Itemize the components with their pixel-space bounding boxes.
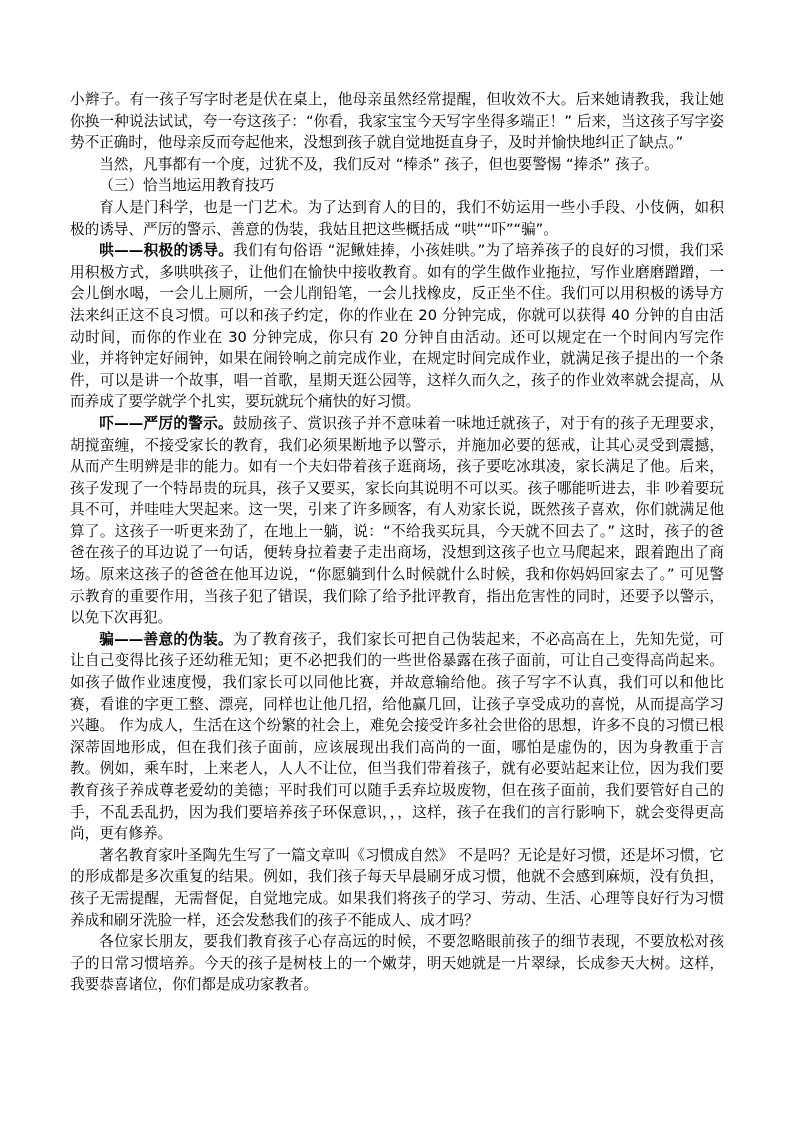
paragraph-text: 著名教育家叶圣陶先生写了一篇文章叫《习惯成自然》 不是吗？无论是好习惯，还是坏习惯，它的形成都是多次重复的结果。例如，我们孩子每天早晨刷牙成习惯，他就不会感到麻烦，没有负担，孩子无需提醒，无需督促，自觉地完成。如果我们将孩子的学习、劳动、生活、心理等良好行为习惯养成和刷牙洗脸一样，还会发愁我们的孩子不能成人、成才吗？ bbox=[70, 846, 724, 929]
paragraph-balance bbox=[70, 154, 724, 176]
paragraph-disguise bbox=[70, 629, 724, 845]
paragraph-coax bbox=[70, 240, 724, 413]
paragraph-continuation bbox=[70, 89, 724, 154]
paragraph-lead: 哄——积极的诱导。 bbox=[99, 242, 234, 260]
section-heading-text: （三）恰当地运用教育技巧 bbox=[99, 177, 275, 195]
paragraph-text: 各位家长朋友，要我们教育孩子心存高远的时候，不要忽略眼前孩子的细节表现，不要放松对孩子的日常习惯培养。今天的孩子是树枝上的一个嫩芽，明天她就是一片翠绿，长成参天大树。这样，我要恭喜诸位，你们都是成功家教者。 bbox=[70, 933, 724, 994]
section-heading bbox=[70, 175, 724, 197]
paragraph-habit bbox=[70, 845, 724, 931]
paragraph-closing bbox=[70, 931, 724, 996]
paragraph-text: 鼓励孩子、赏识孩子并不意味着一味地迁就孩子，对于有的孩子无理要求，胡搅蛮缠，不接受家长的教育，我们必须果断地予以警示，并施加必要的惩戒，让其心灵受到震撼，从而产生明辨是非的能力。如有一个夫妇带着孩子逛商场，孩子要吃冰琪凌，家长满足了他。后来，孩子发现了一个特昂贵的玩具，孩子又要买，家长向其说明不可以买。孩子哪能听进去，非 吵着要玩具不可，并哇哇大哭起来。这一哭，引来了许多顾客，有人劝家长说，既然孩子喜欢，你们就满足他算了。这孩子一听更来劲了，在地上一躺，说：“不给我买玩具，今天就不回去了。” 这时，孩子的爸爸在孩子的耳边说了一句话，便转身拉着妻子走出商场，没想到这孩子也立马爬起来，跟着跑出了商场。原来这孩子的爸爸在他耳边说，“你愿躺到什么时候就什么时候，我和你妈妈回家去了。” 可见警示教育的重要作用，当孩子犯了错误，我们除了给予批评教育，指出危害性的同时，还要予以警示，以免下次再犯。 bbox=[70, 414, 724, 627]
paragraph-warn bbox=[70, 413, 724, 629]
paragraph-text: 育人是门科学，也是一门艺术。为了达到育人的目的，我们不妨运用一些小手段、小伎俩，如积极的诱导、严厉的警示、善意的伪装，我姑且把这些概括成 “哄”“吓”“骗”。 bbox=[70, 198, 724, 238]
paragraph-lead: 吓——严厉的警示。 bbox=[99, 414, 233, 432]
paragraph-intro bbox=[70, 197, 724, 240]
paragraph-lead: 骗——善意的伪装。 bbox=[99, 630, 233, 648]
paragraph-text: 当然，凡事都有一个度，过犹不及，我们反对 “棒杀” 孩子，但也要警惕 “捧杀” 孩子。 bbox=[99, 155, 659, 173]
paragraph-text: 我们有句俗语 “泥鳅娃捧，小孩娃哄。”为了培养孩子的良好的习惯，我们采用积极方式，多哄哄孩子，让他们在愉快中接收教育。如有的学生做作业拖拉，写作业磨磨蹭蹭，一会儿倒水喝，一会儿上厕所，一会儿削铅笔，一会儿找橡皮，反正坐不住。我们可以用积极的诱导方法来纠正这不良习惯。可以和孩子约定，你的作业在 20 分钟完成，你就可以获得 40 分钟的自由活动时间，而你的作业在 30 分钟完成，你只有 20 分钟自由活动。还可以规定在一个时间内写完作业，并将钟定好闹钟，如果在闹铃响之前完成作业，在规定时间完成作业，就满足孩子提出的一个条件，可以是讲一个故事，唱一首歌，星期天逛公园等，这样久而久之，孩子的作业效率就会提高，从而养成了要学就学个扎实，要玩就玩个痛快的好习惯。 bbox=[70, 242, 724, 411]
paragraph-text: 为了教育孩子，我们家长可把自己伪装起来，不必高高在上，先知先觉，可让自己变得比孩子还幼稚无知；更不必把我们的一些世俗暴露在孩子面前，可让自己变得高尚起来。如孩子做作业速度慢，我们家长可以同他比赛，并故意输给他。孩子写字不认真，我们可以和他比赛，看谁的字更工整、漂亮，同样也让他几招，给他赢几回，让孩子享受成功的喜悦，从而提高学习兴趣。 作为成人，生活在这个纷繁的社会上，难免会接受许多社会世俗的思想，许多不良的习惯已根深蒂固地形成，但在我们孩子面前，应该展现出我们高尚的一面，哪怕是虚伪的，因为身教重于言教。例如，乘车时，上来老人，人人不让位，但当我们带着孩子，就有必要站起来让位，因为我们要教育孩子养成尊老爱幼的美德；平时我们可以随手丢弃垃圾废物，但在孩子面前，我们要管好自己的手，不乱丢乱扔，因为我们要培养孩子环保意识，，，这样，孩子在我们的言行影响下，就会变得更高尚，更有修养。 bbox=[70, 630, 724, 843]
document-page bbox=[70, 89, 724, 996]
paragraph-text: 小辫子。有一孩子写字时老是伏在桌上，他母亲虽然经常提醒，但收效不大。后来她请教我，我让她你换一种说法试试，夸一夸这孩子：“你看，我家宝宝今天写字坐得多端正！” 后来，当这孩子写字姿势不正确时，他母亲反而夸起他来，没想到孩子就自觉地挺直身子，及时并愉快地纠正了缺点。” bbox=[70, 91, 724, 152]
